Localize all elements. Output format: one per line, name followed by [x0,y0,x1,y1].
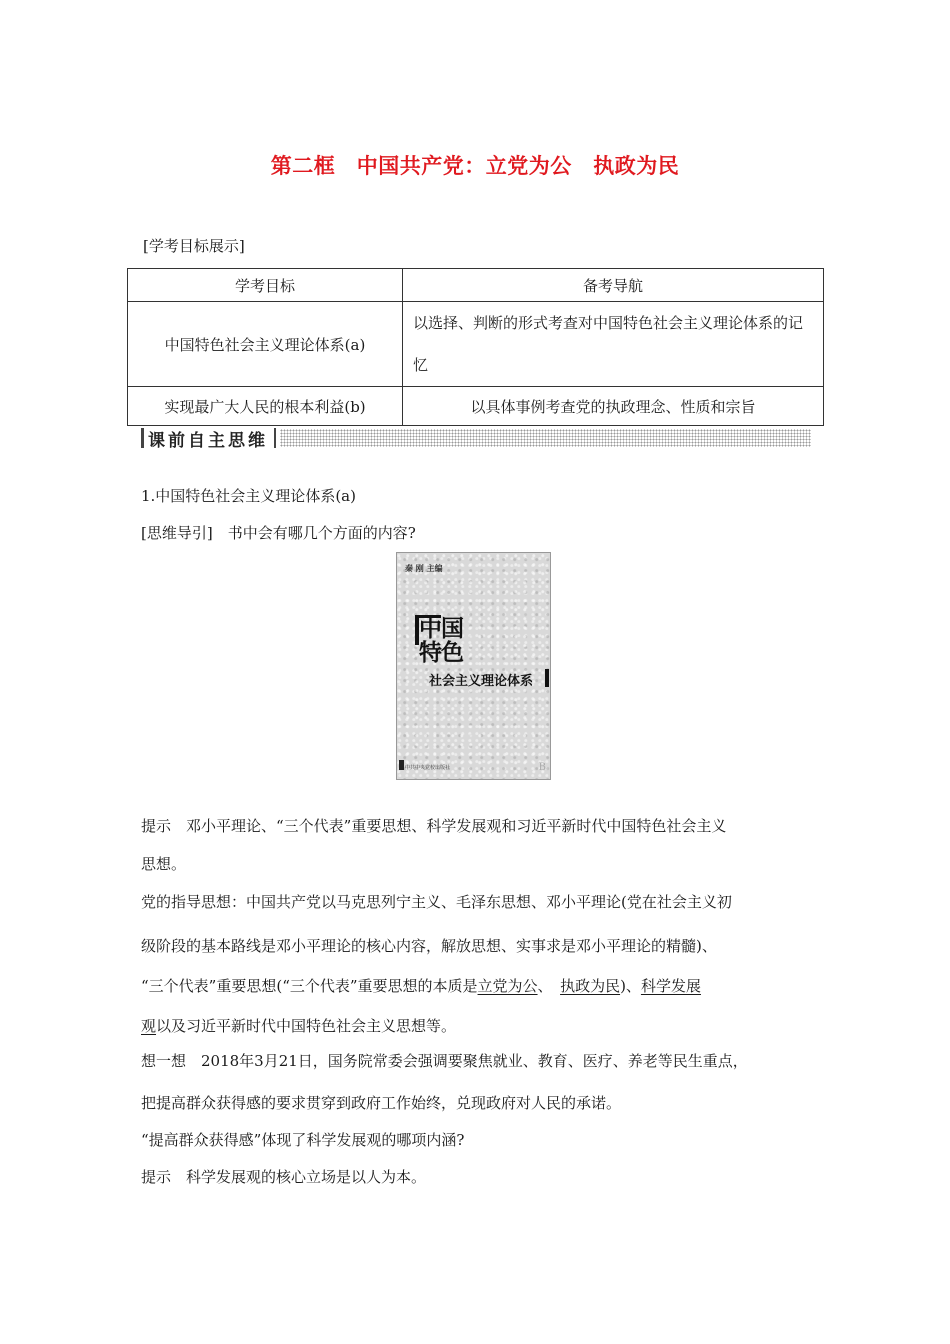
think-question: “提高群众获得感”体现了科学发展观的哪项内涵? [141,1131,465,1149]
think-hint: 提示 科学发展观的核心立场是以人为本。 [141,1168,427,1186]
book-subtitle-bar [545,669,549,687]
table-row [128,302,824,387]
book-subtitle: 社会主义理论体系 [429,674,534,689]
item-heading: 1.中国特色社会主义理论体系(a) [141,487,356,505]
table-header-goal: 学考目标 [128,269,403,302]
text-span: 以及习近平新时代中国特色社会主义思想等。 [156,1017,457,1035]
banner-divider [274,428,276,448]
page-title: 第二框 中国共产党：立党为公 执政为民 [270,154,680,178]
goals-section-label: [学考目标展示] [143,237,245,255]
text-span: “三个代表”重要思想(“三个代表”重要思想的本质是 [141,977,478,995]
table-cell-goal: 实现最广大人民的根本利益(b) [128,387,403,426]
paragraph-line [141,975,701,996]
book-author: 秦 刚 主编 [405,564,443,573]
table-cell-goal: 中国特色社会主义理论体系(a) [128,302,403,387]
underlined-term: 科学发展 [640,977,701,995]
banner-text: 课前自主思维 [148,430,268,451]
underlined-term: 立党为公 [477,977,538,995]
banner-bar [141,428,144,448]
book-cover-image [396,552,551,780]
table-header-guide: 备考导航 [403,269,824,302]
text-span: 、 [537,977,561,995]
hint-line: 提示 邓小平理论、“三个代表”重要思想、科学发展观和习近平新时代中国特色社会主义 [141,817,727,835]
hint-line: 思想。 [141,855,187,873]
publisher-logo [399,760,404,770]
think-line: 把提高群众获得感的要求贯穿到政府工作始终，兑现政府对人民的承诺。 [141,1094,622,1112]
paragraph-line: 级阶段的基本路线是邓小平理论的核心内容，解放思想、实事求是邓小平理论的精髓)、 [141,937,717,955]
paragraph-line: 党的指导思想：中国共产党以马克思列宁主义、毛泽东思想、邓小平理论(党在社会主义初 [141,893,732,911]
goals-table [127,268,824,426]
table-row [128,387,824,426]
table-header-row [128,269,824,302]
text-span: )、 [620,977,641,995]
section-banner [141,428,811,451]
book-corner-mark: B [538,762,546,773]
think-line: 想一想 2018年3月21日，国务院常委会强调要聚焦就业、教育、医疗、养老等民生重点， [141,1052,748,1070]
table-cell-guide: 以具体事例考查党的执政理念、性质和宗旨 [403,387,824,426]
guide-question: [思维导引] 书中会有哪几个方面的内容? [141,524,416,542]
underlined-term: 观 [141,1017,157,1035]
book-title-line2: 特色 [419,640,463,666]
paragraph-line [141,1015,456,1036]
book-publisher: 中共中央党校出版社 [405,765,451,771]
table-cell-guide: 以选择、判断的形式考查对中国特色社会主义理论体系的记忆 [403,302,824,387]
banner-dot-pattern [280,429,811,447]
book-title-line1: 中国 [419,616,463,642]
underlined-term: 执政为民 [560,977,621,995]
